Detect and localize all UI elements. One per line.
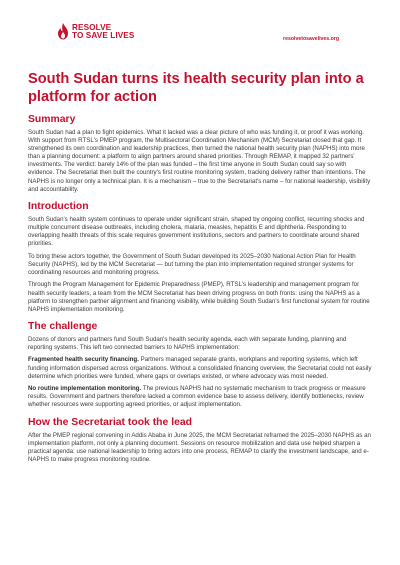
- resolve-flame-icon: [57, 23, 69, 40]
- summary-heading: Summary: [28, 114, 76, 125]
- logo-line-1: RESOLVE: [72, 22, 112, 32]
- challenge-lead-financing: Fragmented health security financing.: [28, 356, 139, 364]
- brand-logo: [57, 23, 134, 40]
- summary-paragraph: South Sudan had a plan to fight epidemics. What it lacked was a clear picture of who was funding it, or proof it was working. With support from RTSL's PMEP program, the Multisectoral Coordination Mechanism (MCM) Secretariat closed that gap. It strengthened its own coordination and leadership practices, then turned the national health security plan (NAPHS) into more than a planning document: a platform to align partners around shared priorities. Through REMAP, it mapped 32 partners' investments. The verdict: barely 14% of the plan was funded – the first time anyone in South Sudan could say so with evidence. The Secretariat then built the country's first routine monitoring system, tracking delivery rather than intentions. The NAPHS is no longer only a technical plan. It is a mechanism – true to the Secretariat's name – for national leadership, visibility and accountability.: [28, 129, 371, 193]
- page-header: [28, 0, 372, 62]
- introduction-paragraph-1: South Sudan's health system continues to operate under significant strain, shaped by ongoing conflict, recurring shocks and multiple concurrent disease outbreaks, including cholera, malaria, measles, hepatitis E and diphtheria. Responding to overlapping health threats of this scale requires government institutions, sectors and partners to coordinate around shared priorities.: [28, 215, 365, 248]
- how-paragraph-1: After the PMEP regional convening in Addis Ababa in June 2025, the MCM Secretariat reframed the 2025–2030 NAPHS as an implementation platform, not only a planning document. Sessions on resource mobilization and data use helped sharpen a practical agenda: use national leadership to bring actors into one process, REMAP to clarify the investment landscape, and e-NAPHS to make progress monitoring routine.: [28, 431, 371, 463]
- challenge-text-financing: Partners managed separate grants, workplans and reporting systems, which left funding information dispersed across organizations. Without a consolidated financing overview, the Secretariat could not easily determine which priorities were funded, where gaps or overlaps existed, or where advocacy was most needed.: [28, 356, 372, 380]
- introduction-paragraph-3: Through the Program Management for Epidemic Preparedness (PMEP), RTSL's leadership and management program for health security leaders, a team from the MCM Secretariat has been driving progress on both fronts: using the NAPHS as a platform to strengthen partner alignment and financing visibility, while building South Sudan's first functional system for routine NAPHS implementation monitoring.: [28, 281, 370, 313]
- challenge-paragraph-3: [28, 385, 372, 409]
- challenge-lead-monitoring: No routine implementation monitoring.: [28, 385, 142, 393]
- how-heading: How the Secretariat took the lead: [28, 416, 192, 428]
- challenge-text-monitoring: The previous NAPHS had no systematic mechanism to track progress or measure results. Government and partners therefore lacked a common evidence base to assess delivery, identify bottlenecks, review whether resources were supporting agreed priorities, or adjust implementation.: [28, 385, 366, 409]
- challenge-paragraph-1: Dozens of donors and partners fund South Sudan's health security agenda, each with separate funding, planning and reporting systems. This left two connected barriers to NAPHS implementation:: [28, 335, 347, 351]
- page-title: South Sudan turns its health security plan into a platform for action: [28, 71, 364, 105]
- challenge-heading: The challenge: [28, 320, 98, 332]
- logo-line-2: TO SAVE LIVES: [72, 30, 135, 40]
- introduction-heading: Introduction: [28, 200, 89, 212]
- challenge-paragraph-2: [28, 356, 372, 380]
- introduction-paragraph-2: To bring these actors together, the Government of South Sudan developed its 2025–2030 National Action Plan for Health Security (NAPHS), led by the MCM Secretariat — but turning the plan into implementation required stronger systems for coordinating resources and monitoring progress.: [28, 252, 356, 276]
- site-url-link[interactable]: resolvetosavelives.org: [283, 36, 339, 42]
